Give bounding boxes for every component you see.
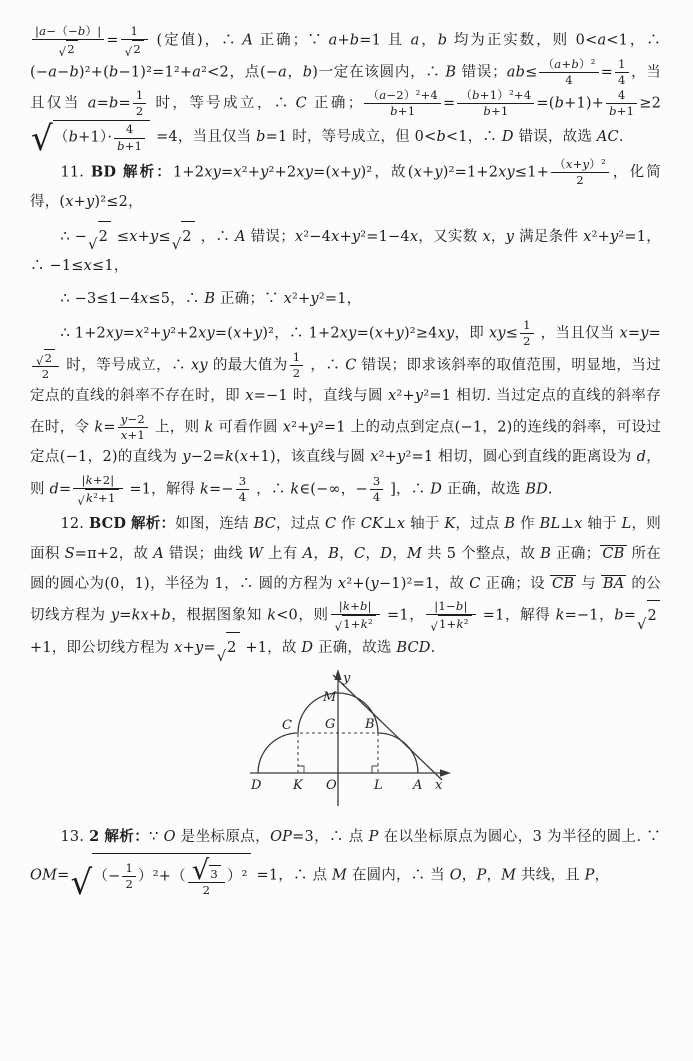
bold-label: BD bbox=[90, 163, 117, 181]
math-var: CB bbox=[602, 545, 625, 562]
math-var: D bbox=[301, 640, 314, 657]
solution-11-options-c-d: ∴ 1+2xy=x²+y²+2xy=(x+y)²，∴ 1+2xy=(x+y)²≥4xy，即 xy≤ $\frac{1}{2}$ ，当且仅当 x=y= √ 2 2 时，等号成立，∴ xy 的最大值为 $\frac{1}{2}$ ，∴ C 错误；即求该斜率的取值范围，明显地，当过定点的直线的斜率不存在时，即 x=−1 时，直线与圆 x²+y²=1 相切. 当过定点的直线的斜率存在时，令 k= $\frac{y-2}{x+1}$ 上，则 k 可看作圆 x²+y²=1 上的动点到定点(−1，2)的连线的斜率，可设过定点(−1，2)的直线为 y−2=k(x+1)，该直线与圆 x²+y²=1 相切，圆心到直线的距离设为 d，则 d= |k+2| √ k²+1 =1，解得 k=− $\frac{3}{4}$ ，∴ k∈(−∞，− $\frac{3}{4}$ ]，∴ D 正确，故选 BD. bbox=[30, 317, 662, 508]
math-var: b bbox=[472, 88, 480, 103]
math-var: b bbox=[69, 64, 79, 81]
bold-label: 解析： bbox=[104, 828, 150, 846]
bold-label: 解析： bbox=[122, 163, 173, 181]
radicand: 2 bbox=[132, 40, 144, 57]
radical bbox=[70, 853, 251, 904]
fraction bbox=[331, 599, 380, 635]
math-var: A bbox=[153, 545, 164, 562]
radicand: 2 bbox=[66, 40, 78, 57]
arc-overline bbox=[600, 545, 626, 563]
math-var: x bbox=[396, 516, 406, 533]
math-var: x bbox=[135, 325, 144, 342]
figure-curve-w bbox=[238, 668, 464, 810]
fraction-denominator bbox=[121, 40, 148, 57]
radical bbox=[125, 40, 144, 57]
solution-11-option-b: ∴ −3≤1−4x≤5，∴ B 正确；∵ x²+y²=1， bbox=[60, 291, 362, 308]
fraction-denominator: 4 bbox=[372, 490, 381, 505]
math-var: D bbox=[430, 481, 443, 498]
math-var: a bbox=[410, 32, 420, 49]
radicand: k²+1 bbox=[85, 489, 119, 506]
math-var: C bbox=[295, 95, 307, 112]
math-var: C bbox=[354, 545, 366, 562]
math-var: y bbox=[505, 228, 515, 245]
math-var: k bbox=[456, 617, 464, 632]
math-var: b bbox=[109, 95, 119, 112]
fraction bbox=[188, 855, 225, 898]
math-var: B bbox=[204, 291, 216, 308]
math-var: d bbox=[636, 449, 647, 466]
math-var: k bbox=[204, 419, 214, 436]
math-var: k bbox=[200, 481, 210, 498]
math-var: y bbox=[86, 194, 95, 211]
math-var: k bbox=[94, 419, 104, 436]
fraction-denominator: 2 bbox=[135, 104, 144, 119]
math-var: W bbox=[247, 545, 264, 562]
label-x-axis: x bbox=[434, 778, 442, 794]
fraction bbox=[236, 474, 250, 505]
math-var: BL bbox=[539, 516, 561, 533]
math-var: b bbox=[117, 138, 125, 153]
radicand: （− $\frac{1}{2}$ ）²+（ √ 3 2 ）² bbox=[92, 853, 250, 898]
math-var: A bbox=[302, 545, 314, 562]
math-var: k bbox=[267, 607, 277, 624]
math-var: y bbox=[397, 449, 406, 466]
label-point-c: C bbox=[281, 718, 292, 734]
fraction-numerator: （a−2）²+4 bbox=[364, 88, 441, 104]
math-var: k bbox=[360, 617, 368, 632]
math-var: x bbox=[331, 164, 340, 181]
math-var: d bbox=[49, 481, 59, 498]
fraction-denominator: x+1 bbox=[120, 428, 145, 443]
math-var: a bbox=[554, 57, 562, 72]
solution-11-option-a: ∴ − √ 2 ≤x+y≤ √ 2 ，∴ A 错误；x²−4x+y²=1−4x，又实数 x，y 满足条件 x²+y²=1，∴ −1≤x≤1， bbox=[30, 221, 661, 282]
label-point-l: L bbox=[373, 778, 383, 794]
fraction bbox=[290, 350, 304, 381]
math-var: x bbox=[174, 640, 183, 657]
fraction bbox=[133, 88, 147, 119]
fraction-numerator: 1 bbox=[290, 350, 304, 366]
math-var: b bbox=[109, 64, 119, 81]
math-var: xy bbox=[190, 357, 208, 374]
math-var: O bbox=[449, 867, 462, 884]
math-var: x bbox=[129, 228, 138, 245]
radicand: 1+k² bbox=[438, 615, 472, 632]
text-after-figure bbox=[30, 822, 661, 904]
fraction bbox=[370, 474, 384, 505]
math-var: k bbox=[555, 607, 565, 624]
fraction-denominator: 2 bbox=[202, 883, 211, 898]
bold-label: 2 bbox=[89, 828, 100, 846]
solution-10-continued: |a−（−b）| √ 2 = 1 √ 2 (定值)，∴ A 正确；∵ a+b=1 且 a，b 均为正实数，则 0<a<1，∴ (−a−b)²+(b−1)²=1²+a²<2，点(−a，b)一定在该圆内，∴ B 错误；ab≤ $\frac{\text{（a+b）²}}{4}$ = $\frac{1}{4}$ ，当且仅当 a=b= $\frac{1}{2}$ 时，等号成立，∴ C 正确； $\frac{\text{（a−2）²+4}}{b+1}$ = $\frac{\text{（b+1）²+4}}{b+1}$ =(b+1)+ $\frac{4}{b+1}$ ≥2 √ （b+1）· $\frac{4}{b+1}$ =4，当且仅当 b=1 时，等号成立，但 0<b<1，∴ D 错误，故选 AC. bbox=[30, 24, 662, 159]
math-var: xy bbox=[296, 164, 314, 181]
fraction-denominator bbox=[331, 615, 380, 635]
radical-sign: √ bbox=[36, 354, 44, 369]
fraction-numerator: （b+1）²+4 bbox=[457, 88, 534, 104]
fraction-numerator: 3 bbox=[370, 474, 384, 490]
math-var: b bbox=[161, 607, 171, 624]
y-axis-arrow-icon bbox=[334, 669, 341, 680]
math-var: y bbox=[309, 419, 318, 436]
math-var: CK bbox=[360, 516, 384, 533]
x-axis-arrow-icon bbox=[440, 769, 451, 777]
math-var: k bbox=[290, 481, 300, 498]
math-var: x bbox=[239, 449, 249, 466]
math-var: ab bbox=[506, 64, 526, 81]
math-var: b bbox=[302, 64, 313, 81]
fraction-numerator: （x+y）² bbox=[551, 157, 609, 173]
math-var: x bbox=[370, 449, 379, 466]
radical bbox=[217, 632, 240, 664]
figure-12-wrapper bbox=[40, 668, 661, 814]
math-var: k bbox=[85, 491, 94, 506]
math-var: CB bbox=[551, 575, 575, 592]
fraction bbox=[118, 412, 148, 443]
math-var: k bbox=[342, 599, 351, 614]
fraction bbox=[539, 57, 598, 88]
radicand: 2 bbox=[181, 221, 194, 253]
math-var: A bbox=[242, 32, 254, 49]
math-var: a bbox=[597, 32, 607, 49]
math-var: y bbox=[640, 325, 649, 342]
fraction-numerator: 1 bbox=[121, 24, 148, 40]
tangent-line bbox=[333, 675, 442, 780]
fraction-denominator: 4 bbox=[617, 73, 626, 88]
math-var: y bbox=[150, 228, 159, 245]
radical-sign: √ bbox=[334, 620, 343, 635]
fraction-denominator: 2 bbox=[125, 877, 134, 892]
math-var: b bbox=[360, 599, 368, 614]
fraction bbox=[114, 122, 145, 153]
math-var: BCD bbox=[396, 640, 431, 657]
fraction-numerator: 4 bbox=[114, 122, 145, 138]
radicand: 3 bbox=[209, 865, 221, 882]
fraction bbox=[457, 88, 534, 119]
math-var: b bbox=[571, 57, 579, 72]
solution-11-intro: 11. BD 解析：1+2xy=x²+y²+2xy=(x+y)²，故(x+y)²=1+2xy≤1+ $\frac{\text{（x+y）²}}{2}$ ，化简得，(x+y)²≤2， bbox=[30, 156, 661, 211]
solution-13: 13. 2 解析：∵ O 是坐标原点，OP=3，∴ 点 P 在以坐标原点为圆心，3 为半径的圆上. ∵ OM= √ （− $\frac{1}{2}$ ）²+（ √ 3 2 ）² =1，∴ 点 M 在圆内，∴ 当 O，P，M 共线，且 P， bbox=[30, 828, 661, 904]
math-var: x bbox=[388, 388, 397, 405]
radical-sign: √ bbox=[77, 494, 85, 508]
math-var: a bbox=[328, 32, 338, 49]
radical-sign: √ bbox=[171, 237, 182, 254]
radical bbox=[191, 854, 221, 886]
fraction-numerator bbox=[32, 349, 59, 367]
fraction-numerator: y−2 bbox=[118, 412, 148, 428]
radical bbox=[334, 615, 376, 635]
math-var: S bbox=[64, 545, 75, 562]
radical-sign: √ bbox=[430, 620, 438, 635]
fraction-numerator: |a−（−b）| bbox=[32, 24, 104, 40]
fraction bbox=[73, 473, 122, 506]
math-var: b bbox=[455, 599, 464, 614]
math-var: x bbox=[331, 228, 340, 245]
math-var: x bbox=[83, 258, 93, 275]
radical bbox=[77, 489, 118, 506]
math-var: x bbox=[294, 228, 304, 245]
radicand: 2 bbox=[226, 632, 239, 664]
math-var: AC bbox=[596, 128, 619, 145]
math-var: x bbox=[565, 156, 573, 171]
math-var: OP bbox=[270, 829, 293, 846]
math-var: x bbox=[120, 428, 128, 443]
math-var: y bbox=[582, 156, 590, 171]
radical bbox=[88, 221, 111, 253]
label-y-axis: y bbox=[342, 671, 350, 687]
math-var: x bbox=[283, 291, 293, 308]
math-var: P bbox=[368, 829, 379, 846]
fraction-numerator: 3 bbox=[236, 474, 250, 490]
label-point-m: M bbox=[322, 690, 336, 706]
math-var: y bbox=[194, 640, 204, 657]
fraction-denominator: 4 bbox=[238, 490, 247, 505]
math-var: kx bbox=[131, 607, 149, 624]
radical-sign: √ bbox=[637, 616, 647, 633]
math-var: BC bbox=[253, 516, 277, 533]
math-var: C bbox=[345, 357, 357, 374]
fraction-denominator: b+1 bbox=[609, 104, 635, 119]
math-var: x bbox=[245, 388, 254, 405]
radicand: 2 bbox=[44, 349, 56, 366]
math-var: A bbox=[235, 228, 246, 245]
math-var: y bbox=[161, 325, 171, 342]
math-var: xy bbox=[437, 325, 455, 342]
fraction-numerator: |1−b| bbox=[426, 599, 475, 615]
math-var: xy bbox=[488, 325, 506, 342]
math-var: C bbox=[469, 575, 481, 592]
radicand: 1+k² bbox=[342, 615, 376, 632]
math-var: a bbox=[192, 64, 202, 81]
math-var: y bbox=[310, 291, 319, 308]
math-var: a bbox=[379, 88, 387, 103]
math-var: a bbox=[48, 64, 58, 81]
arc-overline bbox=[550, 575, 576, 593]
fraction bbox=[520, 318, 534, 349]
math-var: x bbox=[413, 164, 422, 181]
math-var: xy bbox=[198, 325, 215, 342]
fraction-denominator: b+1 bbox=[390, 104, 416, 119]
math-var: P bbox=[476, 867, 487, 884]
fraction-denominator bbox=[32, 40, 104, 57]
fraction-denominator: 4 bbox=[565, 73, 573, 88]
label-point-a: A bbox=[412, 778, 422, 794]
math-var: b bbox=[609, 104, 617, 119]
radical-sign: √ bbox=[124, 44, 133, 59]
math-var: k bbox=[224, 449, 234, 466]
radical-sign: √ bbox=[70, 863, 93, 904]
math-var: B bbox=[445, 64, 457, 81]
radicand: 2 bbox=[647, 600, 660, 632]
fraction-denominator: 2 bbox=[292, 366, 301, 381]
math-var: y bbox=[120, 412, 128, 427]
fraction-numerator: |k+2| bbox=[73, 473, 122, 489]
math-var: B bbox=[328, 545, 340, 562]
math-var: BD bbox=[525, 481, 548, 498]
math-var: b bbox=[437, 32, 448, 49]
fraction-denominator: 2 bbox=[576, 172, 584, 187]
math-var: xy bbox=[105, 325, 123, 342]
math-var: x bbox=[583, 228, 592, 245]
math-var: a bbox=[39, 24, 47, 38]
math-var: y bbox=[260, 164, 269, 181]
math-var: a bbox=[87, 95, 97, 112]
math-var: x bbox=[140, 291, 149, 308]
fraction bbox=[615, 57, 629, 88]
label-point-o: O bbox=[325, 778, 337, 794]
fraction bbox=[426, 599, 475, 635]
math-var: y bbox=[253, 325, 263, 342]
math-var: x bbox=[233, 325, 242, 342]
fraction-numerator: （a+b）² bbox=[539, 57, 598, 73]
right-angle-mark-l bbox=[372, 766, 378, 773]
radical bbox=[59, 40, 78, 57]
math-var: b bbox=[436, 128, 446, 145]
math-var: y bbox=[352, 164, 361, 181]
radical bbox=[430, 615, 471, 635]
math-var: y bbox=[110, 607, 120, 624]
label-point-b: B bbox=[364, 717, 375, 733]
fraction bbox=[606, 88, 637, 119]
fraction-denominator: 2 bbox=[523, 333, 531, 348]
radical-sign: √ bbox=[88, 237, 98, 254]
math-var: b bbox=[349, 32, 360, 49]
fraction-denominator: b+1 bbox=[483, 104, 509, 119]
math-var: D bbox=[380, 545, 393, 562]
fraction-denominator: 2 bbox=[41, 367, 50, 382]
fraction-denominator: b+1 bbox=[117, 138, 143, 153]
math-var: B bbox=[504, 516, 516, 533]
fraction-numerator: |k+b| bbox=[331, 599, 380, 615]
math-var: BA bbox=[602, 575, 625, 592]
arc-overline bbox=[601, 575, 627, 593]
math-var: a bbox=[278, 64, 288, 81]
math-var: b bbox=[554, 95, 565, 112]
math-var: C bbox=[325, 516, 337, 533]
math-var: x bbox=[65, 194, 74, 211]
math-var: xy bbox=[498, 164, 515, 181]
math-var: y bbox=[414, 388, 424, 405]
radicand: 2 bbox=[98, 221, 111, 253]
math-var: D bbox=[501, 128, 514, 145]
math-var: y bbox=[395, 325, 404, 342]
label-point-d: D bbox=[250, 778, 261, 794]
fraction-numerator: 1 bbox=[615, 57, 629, 73]
bold-label: BCD bbox=[88, 515, 127, 533]
math-var: b bbox=[390, 104, 398, 119]
math-var: M bbox=[501, 867, 517, 884]
math-var: M bbox=[332, 867, 348, 884]
math-var: x bbox=[282, 419, 292, 436]
math-var: k bbox=[85, 473, 93, 488]
fraction bbox=[122, 861, 136, 892]
radical-sign: √ bbox=[216, 648, 227, 665]
math-var: x bbox=[574, 516, 583, 533]
math-var: y bbox=[609, 228, 619, 245]
solution-12: 12. BCD 解析：如图，连结 BC，过点 C 作 CK⊥x 轴于 K，过点 B 作 BL⊥x 轴于 L，则面积 S=π+2，故 A 错误；曲线 W 上有 A，B，C，D，M 共 5 个整点，故 B 正确； CB 所在圆的圆心为(0，1)，半径为 1，∴ 圆的方程为 x²+(y−1)²=1，故 C 正确；设 CB 与 BA 的公切线方程为 y=kx+b，根据图象知 k<0，则 |k+b| √ 1+k² =1， |1−b| √ 1+k² =1，解得 k=−1，b= √ 2 +1，即公切线方程为 x+y= √ 2 +1，故 D 正确，故选 BCD. bbox=[30, 515, 661, 665]
label-point-k: K bbox=[292, 778, 303, 794]
radical-sign: √ bbox=[58, 44, 67, 59]
text-before-figure bbox=[30, 24, 661, 664]
math-var: O bbox=[163, 829, 176, 846]
math-var: y bbox=[370, 575, 379, 592]
math-var: x bbox=[233, 164, 242, 181]
math-var: xy bbox=[339, 325, 357, 342]
math-var: b bbox=[77, 24, 86, 38]
radical-sign: √ bbox=[31, 118, 53, 159]
math-var: x bbox=[337, 575, 347, 592]
math-var: x bbox=[482, 228, 491, 245]
math-var: b bbox=[614, 607, 624, 624]
math-var: b bbox=[256, 128, 266, 145]
math-var: x bbox=[409, 228, 419, 245]
fraction-denominator bbox=[73, 489, 122, 506]
math-var: y bbox=[182, 449, 191, 466]
fraction bbox=[364, 88, 441, 119]
math-var: b bbox=[68, 130, 79, 147]
fraction-numerator: 1 bbox=[520, 318, 534, 334]
right-angle-mark-k bbox=[298, 766, 304, 773]
math-var: B bbox=[540, 545, 552, 562]
label-point-g: G bbox=[324, 717, 335, 733]
radical bbox=[31, 118, 150, 159]
math-var: K bbox=[444, 516, 456, 533]
math-var: y bbox=[351, 228, 361, 245]
math-var: y bbox=[434, 164, 443, 181]
math-var: b bbox=[483, 104, 491, 119]
fraction bbox=[551, 157, 609, 188]
fraction-numerator: 4 bbox=[606, 88, 637, 104]
fraction bbox=[121, 24, 148, 57]
math-var: OM bbox=[30, 867, 58, 884]
fraction-numerator: 1 bbox=[133, 88, 147, 104]
radicand: （b+1）· $\frac{4}{b+1}$ bbox=[53, 120, 150, 153]
radical bbox=[172, 221, 195, 253]
radical bbox=[36, 349, 55, 369]
fraction-denominator bbox=[426, 615, 475, 635]
radical-sign: √ bbox=[191, 854, 210, 886]
math-var: P bbox=[584, 867, 595, 884]
fraction-numerator bbox=[188, 854, 225, 886]
math-var: x bbox=[374, 325, 384, 342]
math-var: xy bbox=[204, 164, 221, 181]
math-var: L bbox=[621, 516, 632, 533]
fraction-numerator: 1 bbox=[122, 861, 136, 877]
math-var: x bbox=[619, 325, 628, 342]
math-var: M bbox=[407, 545, 423, 562]
radical bbox=[637, 600, 660, 632]
bold-label: 解析： bbox=[131, 515, 176, 533]
fraction bbox=[32, 24, 104, 57]
fraction bbox=[32, 349, 59, 382]
